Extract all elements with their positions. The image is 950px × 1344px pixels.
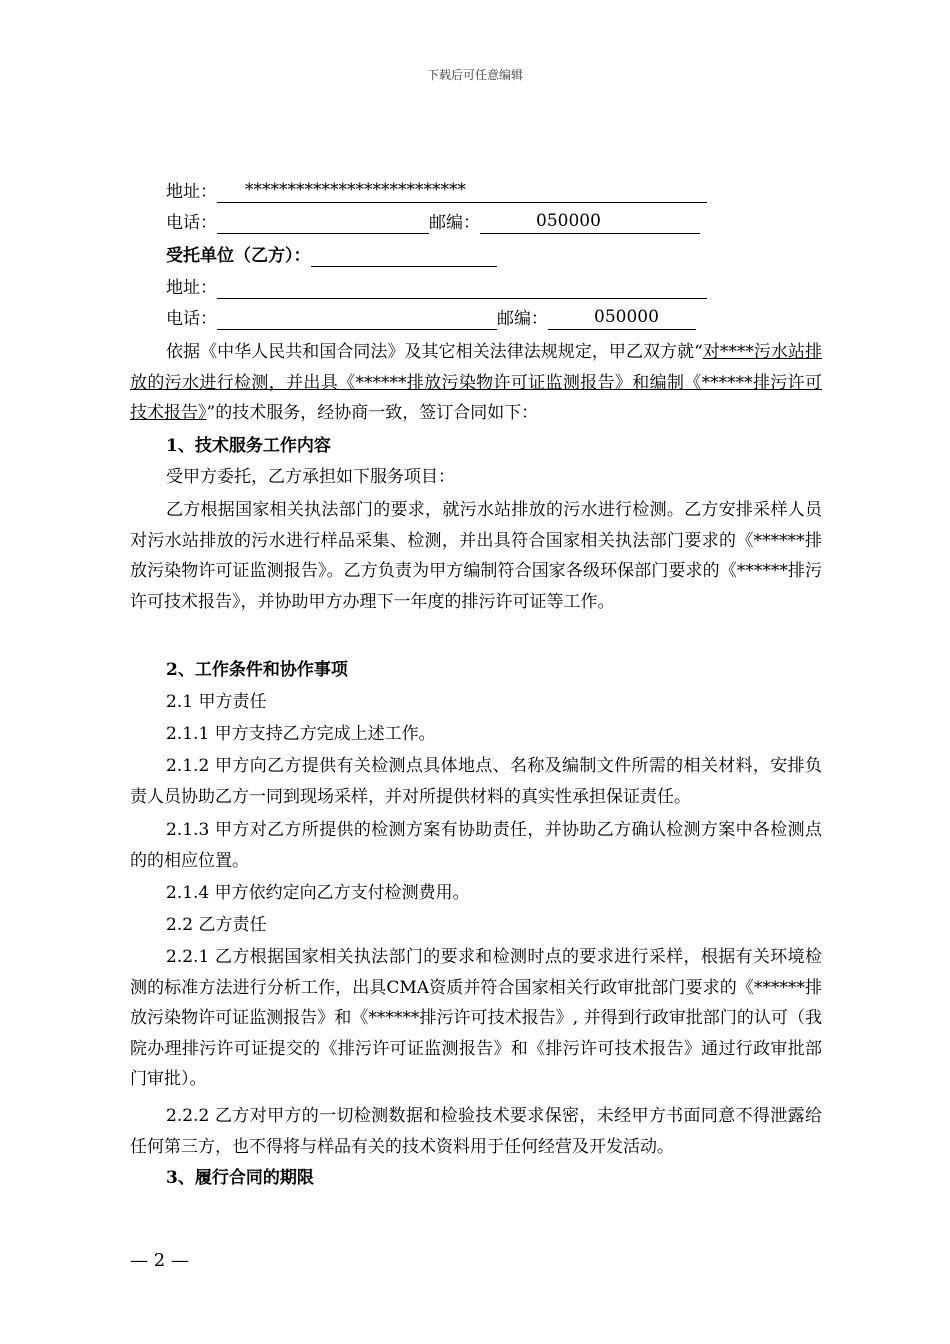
- phone-label: 电话：: [166, 213, 217, 233]
- section-2-2-1: 2.2.1 乙方根据国家相关执法部门的要求和检测时点的要求进行采样，根据有关环境检测的标准方法进行分析工作，出具CMA资质并符合国家相关行政审批部门要求的《******排放污染物许可证监测报告》和《******排污许可技术报告》, 并得到行政审批部门的认可（我院办理排污许可证提交的《排污许可证监测报告》和《排污许可技术报告》通过行政审批部门审批）。: [130, 947, 822, 1089]
- section-2-2-2: 2.2.2 乙方对甲方的一切检测数据和检验技术要求保密，未经甲方书面同意不得泄露给任何第三方，也不得将与样品有关的技术资料用于任何经营及开发活动。: [130, 1106, 822, 1157]
- section-3-title: 3、履行合同的期限: [166, 1168, 314, 1188]
- postcode-field: 050000: [480, 213, 700, 234]
- party-b-title-line: [166, 245, 497, 267]
- section-2-1-3: 2.1.3 甲方对乙方所提供的检测方案有协助责任，并协助乙方确认检测方案中各检测点的的相应位置。: [130, 820, 822, 871]
- page-header: 下载后可任意编辑: [426, 68, 523, 82]
- intro-paragraph: 依据《中华人民共和国合同法》及其它相关法律法规规定，甲乙双方就“对****污水站排放的污水进行检测，并出具《******排放污染物许可证监测报告》和编制《******排污许可技术报告》”的技术服务，经协商一致，签订合同如下：: [130, 342, 822, 423]
- party-b-address-line: [166, 277, 707, 299]
- section-1-para-1: 受甲方委托，乙方承担如下服务项目：: [166, 467, 455, 487]
- section-2-title: 2、工作条件和协作事项: [166, 660, 348, 680]
- phone-label: 电话：: [166, 309, 217, 329]
- section-1-para-2: 乙方根据国家相关执法部门的要求，就污水站排放的污水进行检测。乙方安排采样人员对污水站排放的污水进行样品采集、检测，并出具符合国家相关执法部门要求的《******排放污染物许可证监测报告》。乙方负责为甲方编制符合国家各级环保部门要求的《******排污许可技术报告》，并协助甲方办理下一年度的排污许可证等工作。: [130, 500, 822, 612]
- party-b-title: 受托单位（乙方）：: [166, 246, 311, 266]
- section-2-1: 2.1 甲方责任: [166, 692, 267, 712]
- party-b-contact-line: [166, 308, 696, 330]
- party-b-name-field: [311, 246, 497, 267]
- address-label: 地址：: [166, 182, 217, 202]
- section-2-2: 2.2 乙方责任: [166, 915, 267, 935]
- section-2-1-4: 2.1.4 甲方依约定向乙方支付检测费用。: [166, 883, 470, 903]
- phone-field: [217, 309, 497, 330]
- phone-field: [217, 213, 429, 234]
- service-subject: 对****污水站排放的污水进行检测，并出具《******排放污染物许可证监测报告》和编制《******排污许可技术报告》: [130, 342, 822, 423]
- section-1-title: 1、技术服务工作内容: [166, 436, 331, 456]
- section-2-1-2: 2.1.2 甲方向乙方提供有关检测点具体地点、名称及编制文件所需的相关材料，安排负责人员协助乙方一同到现场采样，并对所提供材料的真实性承担保证责任。: [130, 756, 822, 807]
- postcode-label: 邮编：: [497, 309, 548, 329]
- section-2-1-1: 2.1.1 甲方支持乙方完成上述工作。: [166, 724, 436, 744]
- address-field: [217, 278, 707, 299]
- party-a-address-line: [166, 181, 707, 203]
- address-field: **************************: [217, 182, 707, 203]
- postcode-field: 050000: [548, 309, 696, 330]
- postcode-label: 邮编：: [429, 213, 480, 233]
- address-label: 地址：: [166, 278, 217, 298]
- page-number: — 2 —: [130, 1250, 189, 1271]
- party-a-contact-line: [166, 212, 700, 234]
